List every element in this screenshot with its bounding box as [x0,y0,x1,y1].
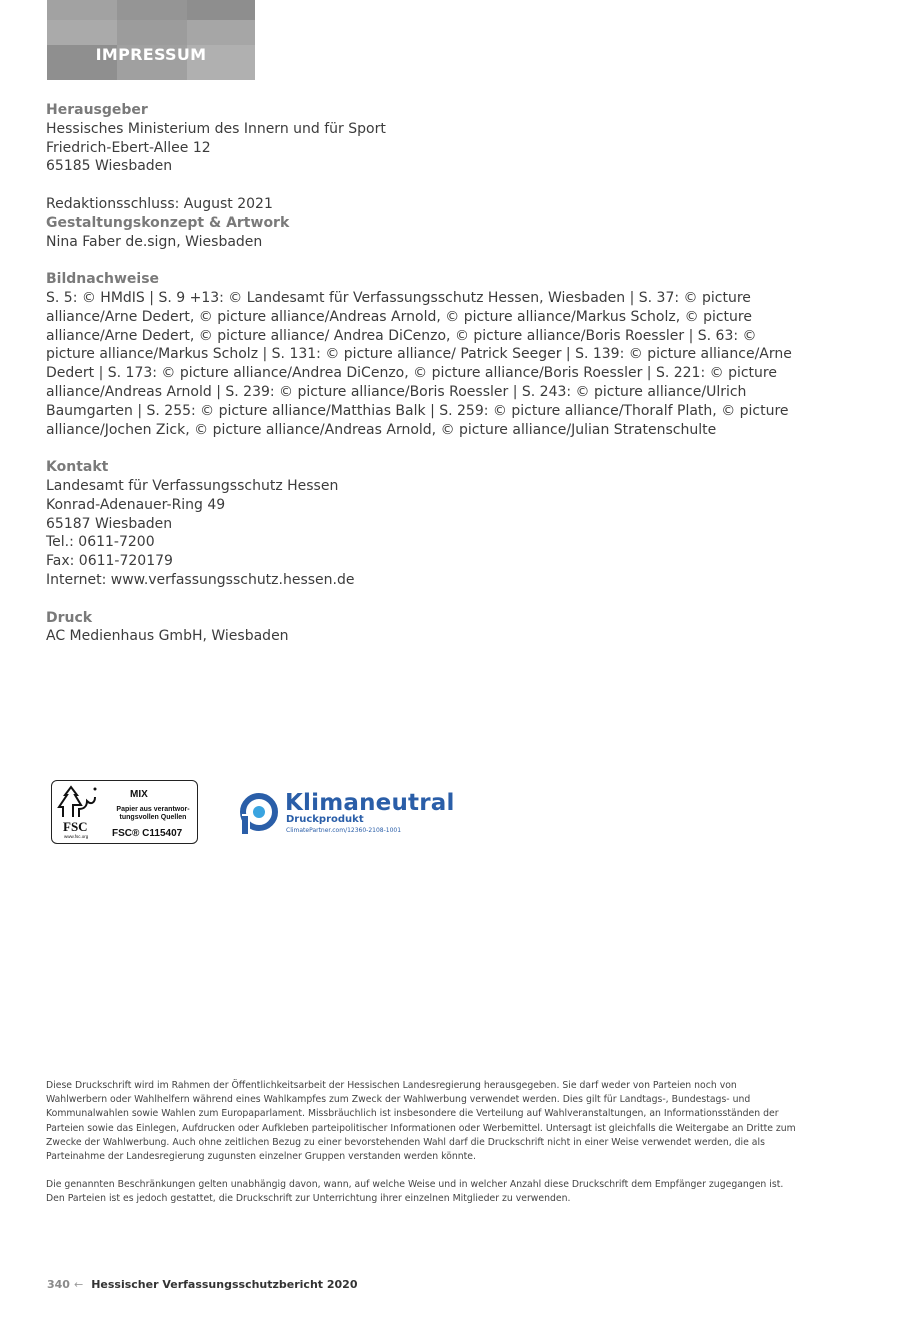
print-section [46,609,806,647]
publisher-label: Herausgeber [46,102,148,118]
disclaimer-paragraph: Diese Druckschrift wird im Rahmen der Öffentlichkeitsarbeit der Hessischen Landesregierung herausgegeben. Sie darf weder von Parteien noch von Wahlwerbern oder Wahlhelfern während eines Wahlkampfes zum Zweck der Wahlwerbung verwendet werden. Dies gilt für Landtags-, Bundestags- und Kommunalwahlen sowie Wahlen zum Europaparlament. Missbräuchlich ist insbesondere die Verteilung auf Wahlveranstaltungen, an Informationsständen der Parteien sowie das Einlegen, Aufdrucken oder Aufkleben parteipolitischer Informationen oder Werbemittel. Untersagt ist gleichfalls die Weitergabe an Dritte zum Zwecke der Wahlwerbung. Auch ohne zeitlichen Bezug zu einer bevorstehenden Wahl darf die Druckschrift nicht in einer Weise verwendet werden, die als Parteinahme der Landesregierung zugunsten einzelner Gruppen verstanden werden könnte. [46,1080,796,1163]
contact-label: Kontakt [46,459,109,476]
credits-label: Bildnachweise [46,271,160,288]
print-label: Druck [46,609,93,626]
fsc-logo [51,780,198,844]
publisher-line: Friedrich-Ebert-Allee 12 [46,139,211,156]
klima-title: Klimaneutral [285,790,455,816]
contact-section [46,458,806,590]
page-number: 340 [47,1278,70,1291]
editorial-section [46,195,806,251]
page-title: IMPRESSUM [95,45,207,64]
design-line: Nina Faber de.sign, Wiesbaden [46,233,263,250]
impressum-content [46,101,806,665]
klimaneutral-logo [239,790,459,840]
publisher-line: 65185 Wiesbaden [46,158,173,175]
contact-line: Tel.: 0611-7200 [46,534,155,551]
fsc-mark: FSC [63,819,88,834]
climatepartner-icon [239,790,281,836]
credits-section [46,270,806,439]
fsc-source-line: Papier aus verantwor- [116,806,190,813]
disclaimer [46,1079,800,1221]
klima-id: ClimatePartner.com/12360-2108-1001 [286,827,402,834]
publisher-section [46,101,806,176]
header-banner [47,0,255,80]
contact-line: Internet: www.verfassungsschutz.hessen.de [46,571,355,588]
publisher-line: Hessisches Ministerium des Innern und für Sport [46,120,386,137]
fsc-code: FSC® C115407 [112,828,183,839]
fsc-tree-icon [57,785,101,819]
editorial-deadline: Redaktionsschluss: August 2021 [46,195,273,212]
fsc-source [108,806,198,822]
contact-line: Konrad-Adenauer-Ring 49 [46,496,226,513]
klima-subtitle: Druckprodukt [286,814,364,825]
credits-text: S. 5: © HMdIS | S. 9 +13: © Landesamt für Verfassungsschutz Hessen, Wiesbaden | S. 37: © picture alliance/Arne Dedert, © picture alliance/Andreas Arnold, © picture alliance/Markus Scholz, © picture alliance/Arne Dedert, © picture alliance/ Andrea DiCenzo, © picture alliance/Boris Roessler | S. 63: © picture alliance/Markus Scholz | S. 131: © picture alliance/ Patrick Seeger | S. 139: © picture alliance/Arne Dedert | S. 173: © picture alliance/Andrea DiCenzo, © picture alliance/Boris Roessler | S. 221: © picture alliance/Andreas Arnold | S. 239: © picture alliance/Boris Roessler | S. 243: © picture alliance/Ulrich Baumgarten | S. 255: © picture alliance/Matthias Balk | S. 259: © picture alliance/Thoralf Plath, © picture alliance/Jochen Zick, © picture alliance/Andreas Arnold, © picture alliance/Julian Stratenschulte [46,289,792,438]
arrow-left-icon: ← [73,1278,84,1291]
footer-title: Hessischer Verfassungsschutzbericht 2020 [91,1278,358,1291]
fsc-url: www.fsc.org [64,834,89,839]
disclaimer-paragraph: Die genannten Beschränkungen gelten unabhängig davon, wann, auf welche Weise und in welcher Anzahl diese Druckschrift dem Empfänger zugegangen ist. Den Parteien ist es jedoch gestattet, die Druckschrift zur Unterrichtung ihrer einzelnen Mitglieder zu verwenden. [46,1179,784,1205]
design-label: Gestaltungskonzept & Artwork [46,214,290,231]
page-footer [47,1278,358,1291]
fsc-source-line: tungsvollen Quellen [119,814,187,821]
contact-line: Fax: 0611-720179 [46,553,173,570]
print-line: AC Medienhaus GmbH, Wiesbaden [46,628,289,645]
contact-line: Landesamt für Verfassungsschutz Hessen [46,477,339,494]
contact-line: 65187 Wiesbaden [46,515,173,532]
fsc-mix: MIX [130,789,148,800]
